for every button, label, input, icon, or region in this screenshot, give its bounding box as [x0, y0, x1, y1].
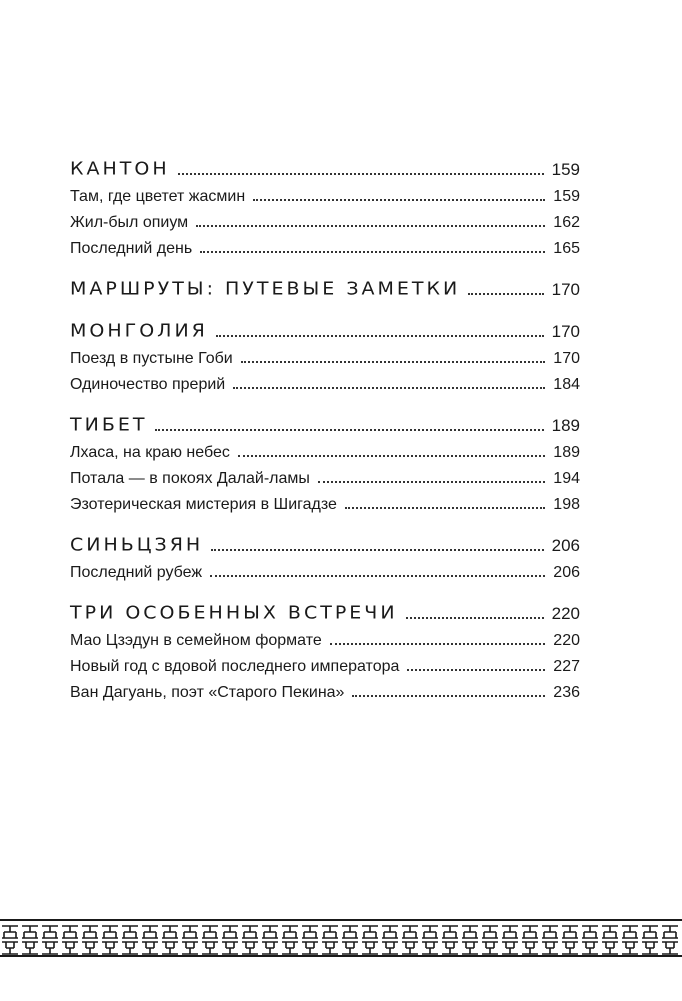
toc-entry[interactable] — [70, 462, 580, 488]
entry-page-number: 194 — [553, 470, 580, 487]
section-title: СИНЬЦЗЯН — [70, 534, 204, 556]
dot-leader — [352, 695, 545, 697]
entry-title: Новый год с вдовой последнего императора — [70, 658, 400, 675]
section-title: КАНТОН — [70, 158, 170, 180]
entry-page-number: 220 — [553, 632, 580, 649]
toc-entry[interactable] — [70, 180, 580, 206]
entry-page-number: 206 — [553, 564, 580, 581]
section-title: ТРИ ОСОБЕННЫХ ВСТРЕЧИ — [70, 602, 398, 624]
section-title: МАРШРУТЫ: ПУТЕВЫЕ ЗАМЕТКИ — [70, 278, 461, 300]
dot-leader — [407, 669, 545, 671]
dot-leader — [253, 199, 545, 201]
toc-section-heading[interactable] — [70, 526, 580, 556]
entry-page-number: 189 — [553, 444, 580, 461]
dot-leader — [241, 361, 546, 363]
dot-leader — [211, 549, 543, 551]
toc-section — [70, 406, 580, 514]
entry-title: Эзотерическая мистерия в Шигадзе — [70, 496, 337, 513]
entry-page-number: 162 — [553, 214, 580, 231]
entry-page-number: 184 — [553, 376, 580, 393]
section-title: ТИБЕТ — [70, 414, 148, 436]
toc-entry[interactable] — [70, 676, 580, 702]
toc-section — [70, 150, 580, 258]
entry-title: Последний рубеж — [70, 564, 203, 581]
toc-section — [70, 526, 580, 582]
dot-leader — [345, 507, 545, 509]
entry-title: Мао Цзэдун в семейном формате — [70, 632, 322, 649]
entry-page-number: 227 — [553, 658, 580, 675]
toc-section — [70, 312, 580, 394]
dot-leader — [406, 617, 544, 619]
table-of-contents — [70, 150, 580, 714]
entry-title: Жил-был опиум — [70, 214, 189, 231]
dot-leader — [200, 251, 545, 253]
toc-entry[interactable] — [70, 556, 580, 582]
dot-leader — [155, 429, 543, 431]
dot-leader — [233, 387, 545, 389]
toc-entry[interactable] — [70, 206, 580, 232]
entry-title: Там, где цветет жасмин — [70, 188, 246, 205]
entry-title: Ван Дагуань, поэт «Старого Пекина» — [70, 684, 345, 701]
toc-section — [70, 270, 580, 300]
entry-title: Потала — в покоях Далай-ламы — [70, 470, 310, 487]
toc-entry[interactable] — [70, 488, 580, 514]
toc-section-heading[interactable] — [70, 150, 580, 180]
dot-leader — [318, 481, 545, 483]
entry-title: Последний день — [70, 240, 193, 257]
section-page-number: 170 — [551, 322, 580, 341]
toc-section-heading[interactable] — [70, 406, 580, 436]
entry-page-number: 159 — [553, 188, 580, 205]
dot-leader — [238, 455, 545, 457]
toc-section — [70, 594, 580, 702]
section-page-number: 159 — [551, 160, 580, 179]
dot-leader — [468, 293, 543, 295]
dot-leader — [178, 173, 544, 175]
entry-page-number: 198 — [553, 496, 580, 513]
toc-entry[interactable] — [70, 650, 580, 676]
dot-leader — [216, 335, 544, 337]
toc-entry[interactable] — [70, 368, 580, 394]
section-title: МОНГОЛИЯ — [70, 320, 208, 342]
entry-page-number: 236 — [553, 684, 580, 701]
toc-entry[interactable] — [70, 342, 580, 368]
dot-leader — [330, 643, 546, 645]
entry-title: Поезд в пустыне Гоби — [70, 350, 233, 367]
entry-title: Одиночество прерий — [70, 376, 226, 393]
toc-section-heading[interactable] — [70, 594, 580, 624]
toc-section-heading[interactable] — [70, 270, 580, 300]
section-page-number: 206 — [551, 536, 580, 555]
section-page-number: 189 — [551, 416, 580, 435]
section-page-number: 220 — [551, 604, 580, 623]
entry-title: Лхаса, на краю небес — [70, 444, 230, 461]
dot-leader — [210, 575, 545, 577]
entry-page-number: 170 — [553, 350, 580, 367]
toc-section-heading[interactable] — [70, 312, 580, 342]
toc-entry[interactable] — [70, 232, 580, 258]
section-page-number: 170 — [551, 280, 580, 299]
toc-entry[interactable] — [70, 436, 580, 462]
entry-page-number: 165 — [553, 240, 580, 257]
chinese-fret-border-icon — [0, 918, 682, 958]
toc-entry[interactable] — [70, 624, 580, 650]
dot-leader — [196, 225, 545, 227]
